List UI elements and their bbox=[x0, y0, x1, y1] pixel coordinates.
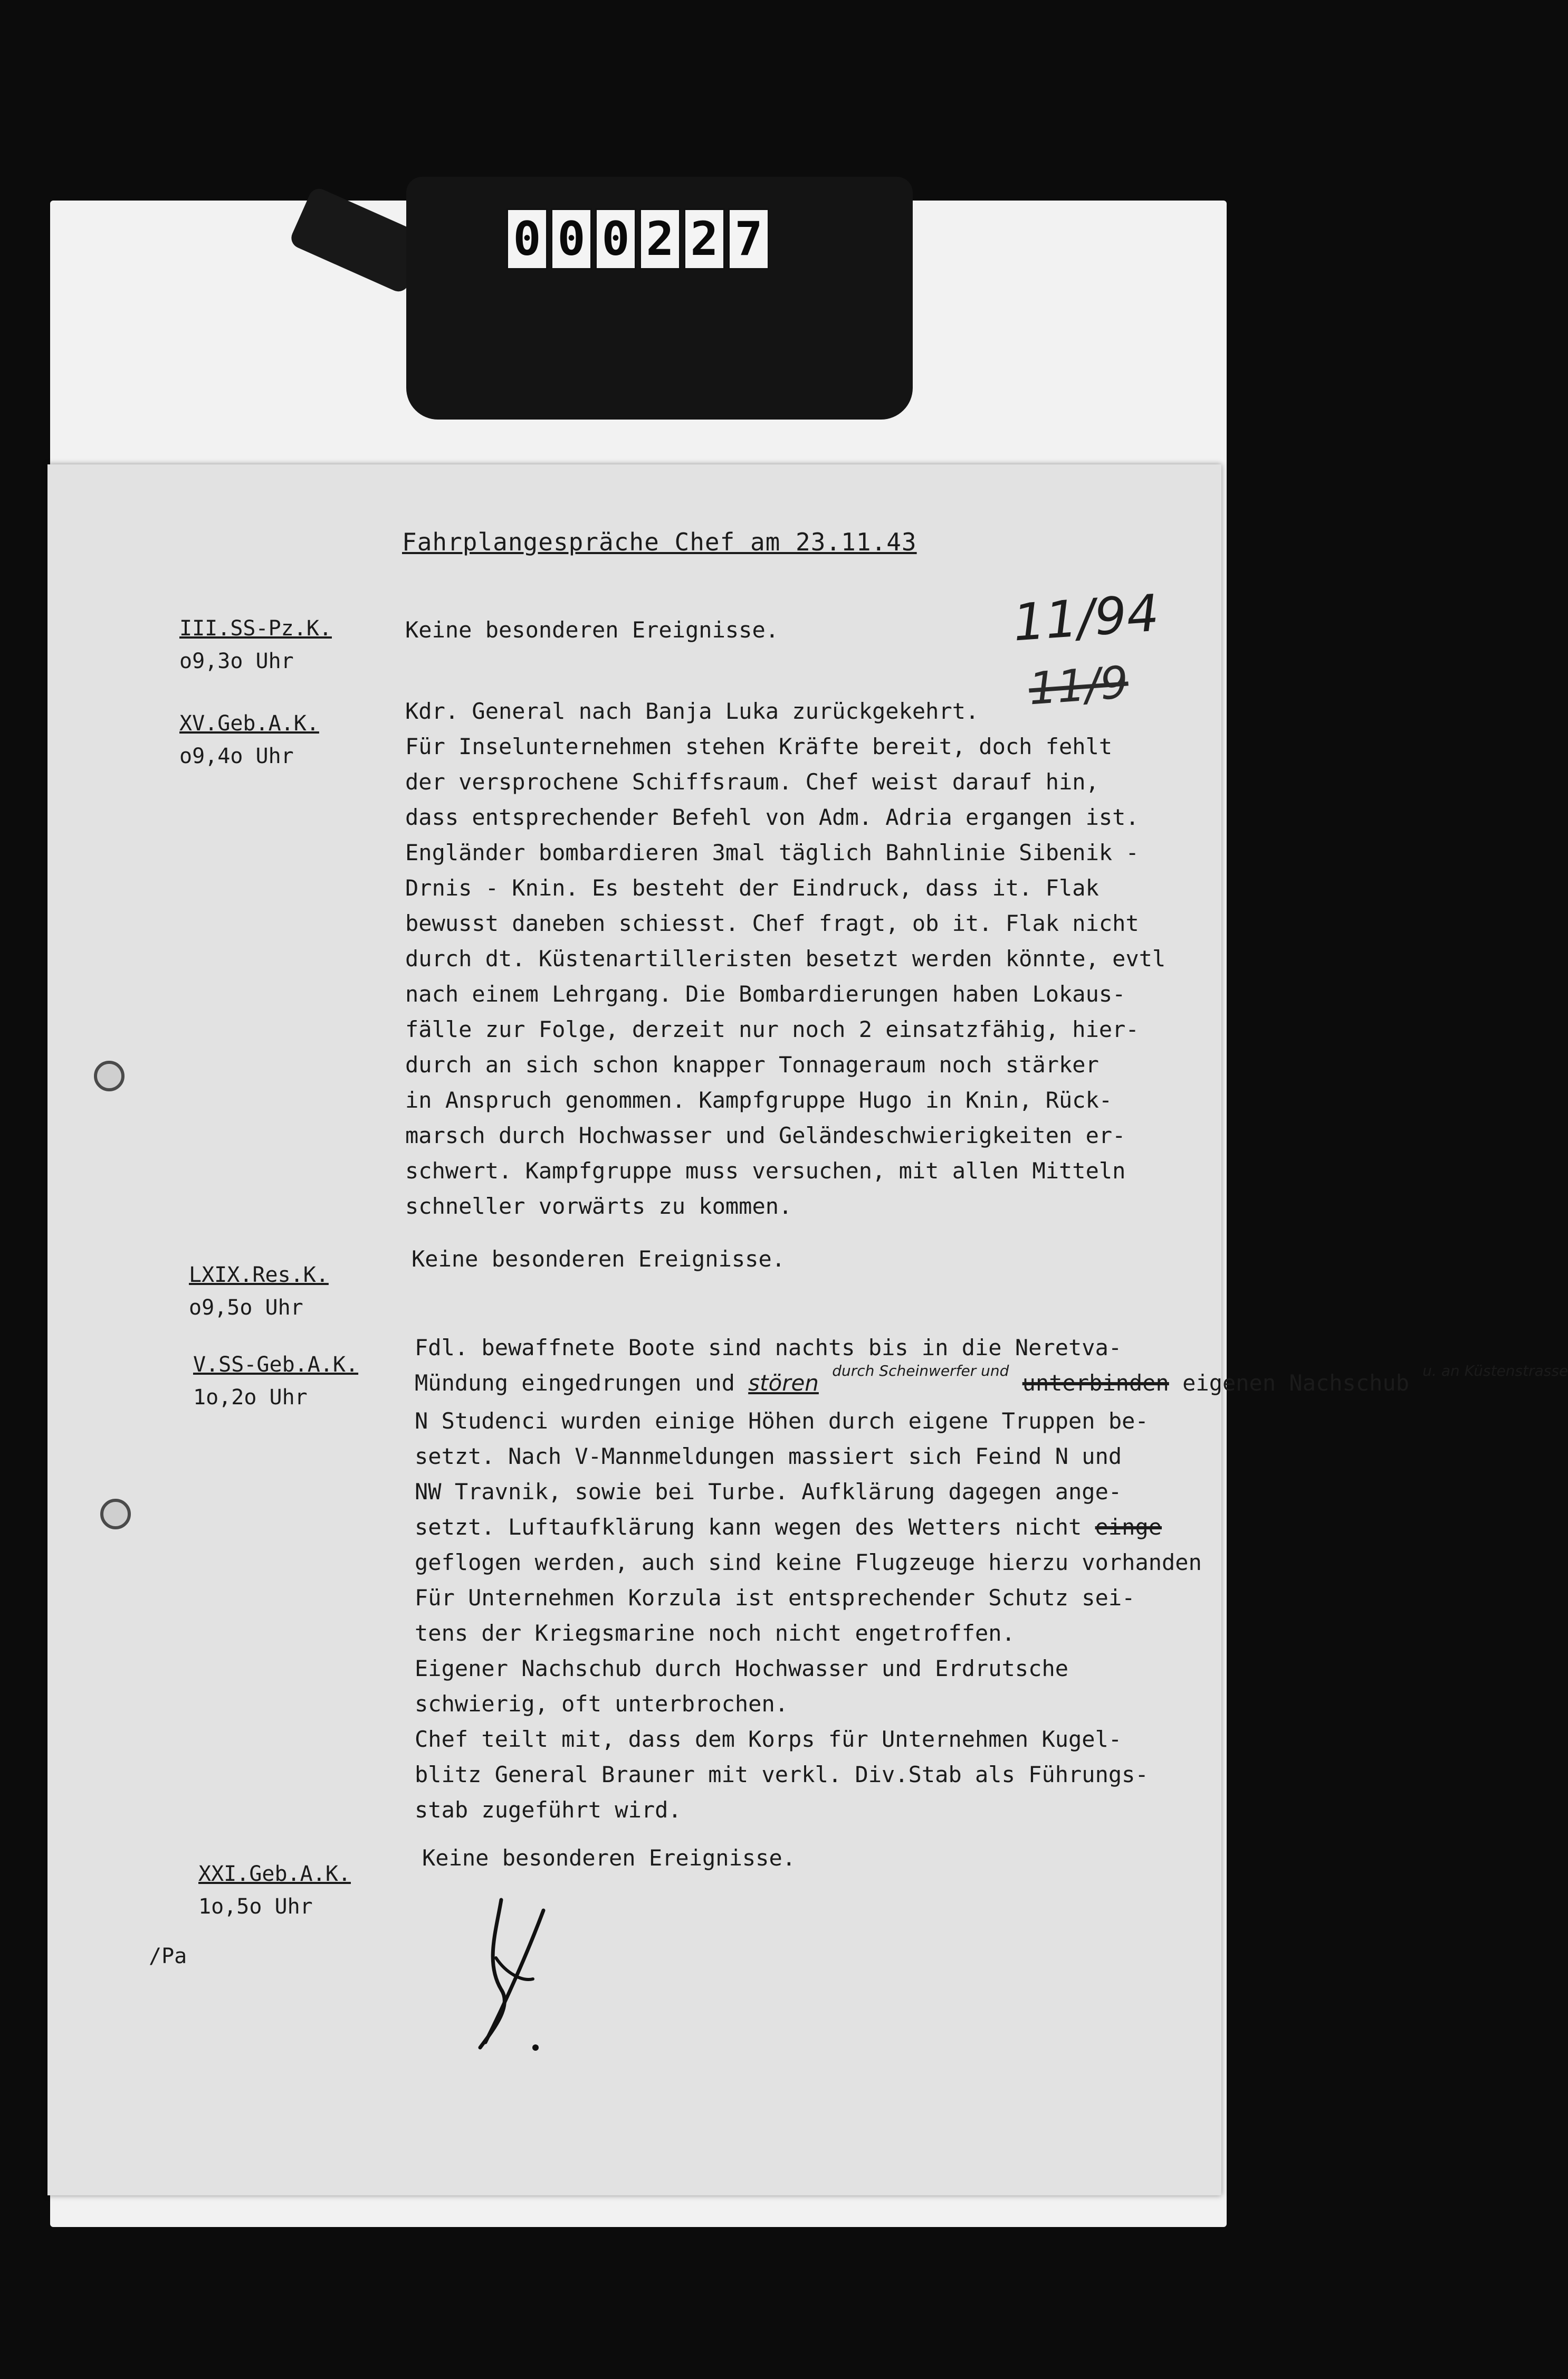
report-line: Engländer bombardieren 3mal täglich Bahnlinie Sibenik - bbox=[405, 840, 1139, 865]
corps-label bbox=[193, 1348, 358, 1414]
report-line: durch dt. Küstenartilleristen besetzt werden könnte, evtl bbox=[405, 946, 1166, 972]
report-line: schwert. Kampfgruppe muss versuchen, mit allen Mitteln bbox=[405, 1158, 1126, 1184]
counter-digit: 2 bbox=[639, 208, 681, 270]
report-line: in Anspruch genommen. Kampfgruppe Hugo in Knin, Rück- bbox=[405, 1087, 1113, 1113]
handwritten-insert: stören bbox=[748, 1370, 819, 1396]
report-fragment: Mündung eingedrungen und bbox=[415, 1370, 749, 1396]
report-line: Kdr. General nach Banja Luka zurückgekehrt. bbox=[405, 698, 979, 724]
report-line: Chef teilt mit, dass dem Korps für Unternehmen Kugel- bbox=[415, 1726, 1122, 1752]
report-line: blitz General Brauner mit verkl. Div.Stab als Führungs- bbox=[415, 1762, 1149, 1787]
report-line: bewusst daneben schiesst. Chef fragt, ob it. Flak nicht bbox=[405, 910, 1139, 936]
report-line: marsch durch Hochwasser und Geländeschwierigkeiten er- bbox=[405, 1122, 1126, 1148]
typist-initials: /Pa bbox=[149, 1944, 187, 1968]
report-line: Drnis - Knin. Es besteht der Eindruck, dass it. Flak bbox=[405, 875, 1099, 901]
handwritten-page-number: 11/94 bbox=[1011, 583, 1161, 653]
counter-digit: 2 bbox=[684, 208, 725, 270]
corps-name: LXIX.Res.K. bbox=[189, 1263, 329, 1287]
corps-name: V.SS-Geb.A.K. bbox=[193, 1353, 359, 1377]
report-line: schwierig, oft unterbrochen. bbox=[415, 1691, 789, 1717]
counter-digit: 7 bbox=[728, 208, 769, 270]
report-text bbox=[405, 693, 1165, 1224]
report-line: nach einem Lehrgang. Die Bombardierungen haben Lokaus- bbox=[405, 981, 1126, 1007]
report-line: N Studenci wurden einige Höhen durch eigene Truppen be- bbox=[415, 1408, 1149, 1434]
handwritten-signature bbox=[464, 1889, 570, 2058]
report-text bbox=[422, 1840, 796, 1876]
call-time: o9,3o Uhr bbox=[179, 649, 294, 673]
report-line: Keine besonderen Ereignisse. bbox=[422, 1845, 796, 1871]
struck-page-number: 11/9 bbox=[1027, 656, 1130, 715]
corps-label bbox=[179, 612, 332, 678]
report-fragment: eigenen Nachschub bbox=[1182, 1370, 1409, 1396]
report-line: stab zugeführt wird. bbox=[415, 1797, 682, 1823]
corps-label bbox=[198, 1858, 351, 1923]
report-line: tens der Kriegsmarine noch nicht engetroffen. bbox=[415, 1620, 1015, 1646]
counter-digit: 0 bbox=[595, 208, 636, 270]
counter-digit: 0 bbox=[551, 208, 592, 270]
corps-label bbox=[189, 1259, 329, 1324]
report-line: schneller vorwärts zu kommen. bbox=[405, 1193, 792, 1219]
report-line: setzt. Nach V-Mannmeldungen massiert sich Feind N und bbox=[415, 1443, 1122, 1469]
call-time: o9,5o Uhr bbox=[189, 1296, 303, 1320]
report-line: fälle zur Folge, derzeit nur noch 2 einsatzfähig, hier- bbox=[405, 1016, 1139, 1042]
report-line: dass entsprechender Befehl von Adm. Adria ergangen ist. bbox=[405, 804, 1139, 830]
corps-name: XV.Geb.A.K. bbox=[179, 711, 319, 736]
report-text bbox=[412, 1241, 785, 1277]
struck-word: unterbinden bbox=[1022, 1370, 1169, 1396]
report-fragment: setzt. Luftaufklärung kann wegen des Wetters nicht bbox=[415, 1514, 1095, 1540]
report-line: Eigener Nachschub durch Hochwasser und Erdrutsche bbox=[415, 1655, 1069, 1681]
report-text bbox=[405, 612, 779, 648]
report-line: der versprochene Schiffsraum. Chef weist darauf hin, bbox=[405, 769, 1099, 795]
report-line: durch an sich schon knapper Tonnageraum noch stärker bbox=[405, 1052, 1099, 1078]
punch-hole-bottom bbox=[100, 1499, 131, 1529]
call-time: 1o,5o Uhr bbox=[198, 1895, 313, 1919]
corps-label bbox=[179, 707, 319, 773]
report-line: geflogen werden, auch sind keine Flugzeuge hierzu vorhanden bbox=[415, 1549, 1202, 1575]
report-line: NW Travnik, sowie bei Turbe. Aufklärung dagegen ange- bbox=[415, 1479, 1122, 1505]
report-line: Für Inselunternehmen stehen Kräfte bereit, doch fehlt bbox=[405, 734, 1113, 759]
report-line: Fdl. bewaffnete Boote sind nachts bis in die Neretva- bbox=[415, 1335, 1122, 1360]
document-title: Fahrplangespräche Chef am 23.11.43 bbox=[402, 528, 917, 556]
handwritten-margin-note: u. an Küstenstrasse bbox=[1422, 1362, 1568, 1379]
punch-hole-top bbox=[94, 1061, 125, 1091]
call-time: 1o,2o Uhr bbox=[193, 1385, 308, 1410]
report-line-with-edits bbox=[415, 1509, 1568, 1545]
report-line: Für Unternehmen Korzula ist entsprechender Schutz sei- bbox=[415, 1585, 1135, 1611]
frame-counter-digits bbox=[506, 208, 769, 267]
report-line: Keine besonderen Ereignisse. bbox=[405, 617, 779, 643]
call-time: o9,4o Uhr bbox=[179, 744, 294, 768]
handwritten-note: durch Scheinwerfer und bbox=[832, 1362, 1009, 1379]
struck-word: einge bbox=[1095, 1514, 1162, 1540]
corps-name: XXI.Geb.A.K. bbox=[198, 1862, 351, 1886]
report-line-with-edits bbox=[415, 1362, 1568, 1403]
counter-digit: 0 bbox=[506, 208, 548, 270]
report-line: Keine besonderen Ereignisse. bbox=[412, 1246, 786, 1272]
report-text bbox=[415, 1330, 1568, 1828]
corps-name: III.SS-Pz.K. bbox=[179, 616, 332, 641]
